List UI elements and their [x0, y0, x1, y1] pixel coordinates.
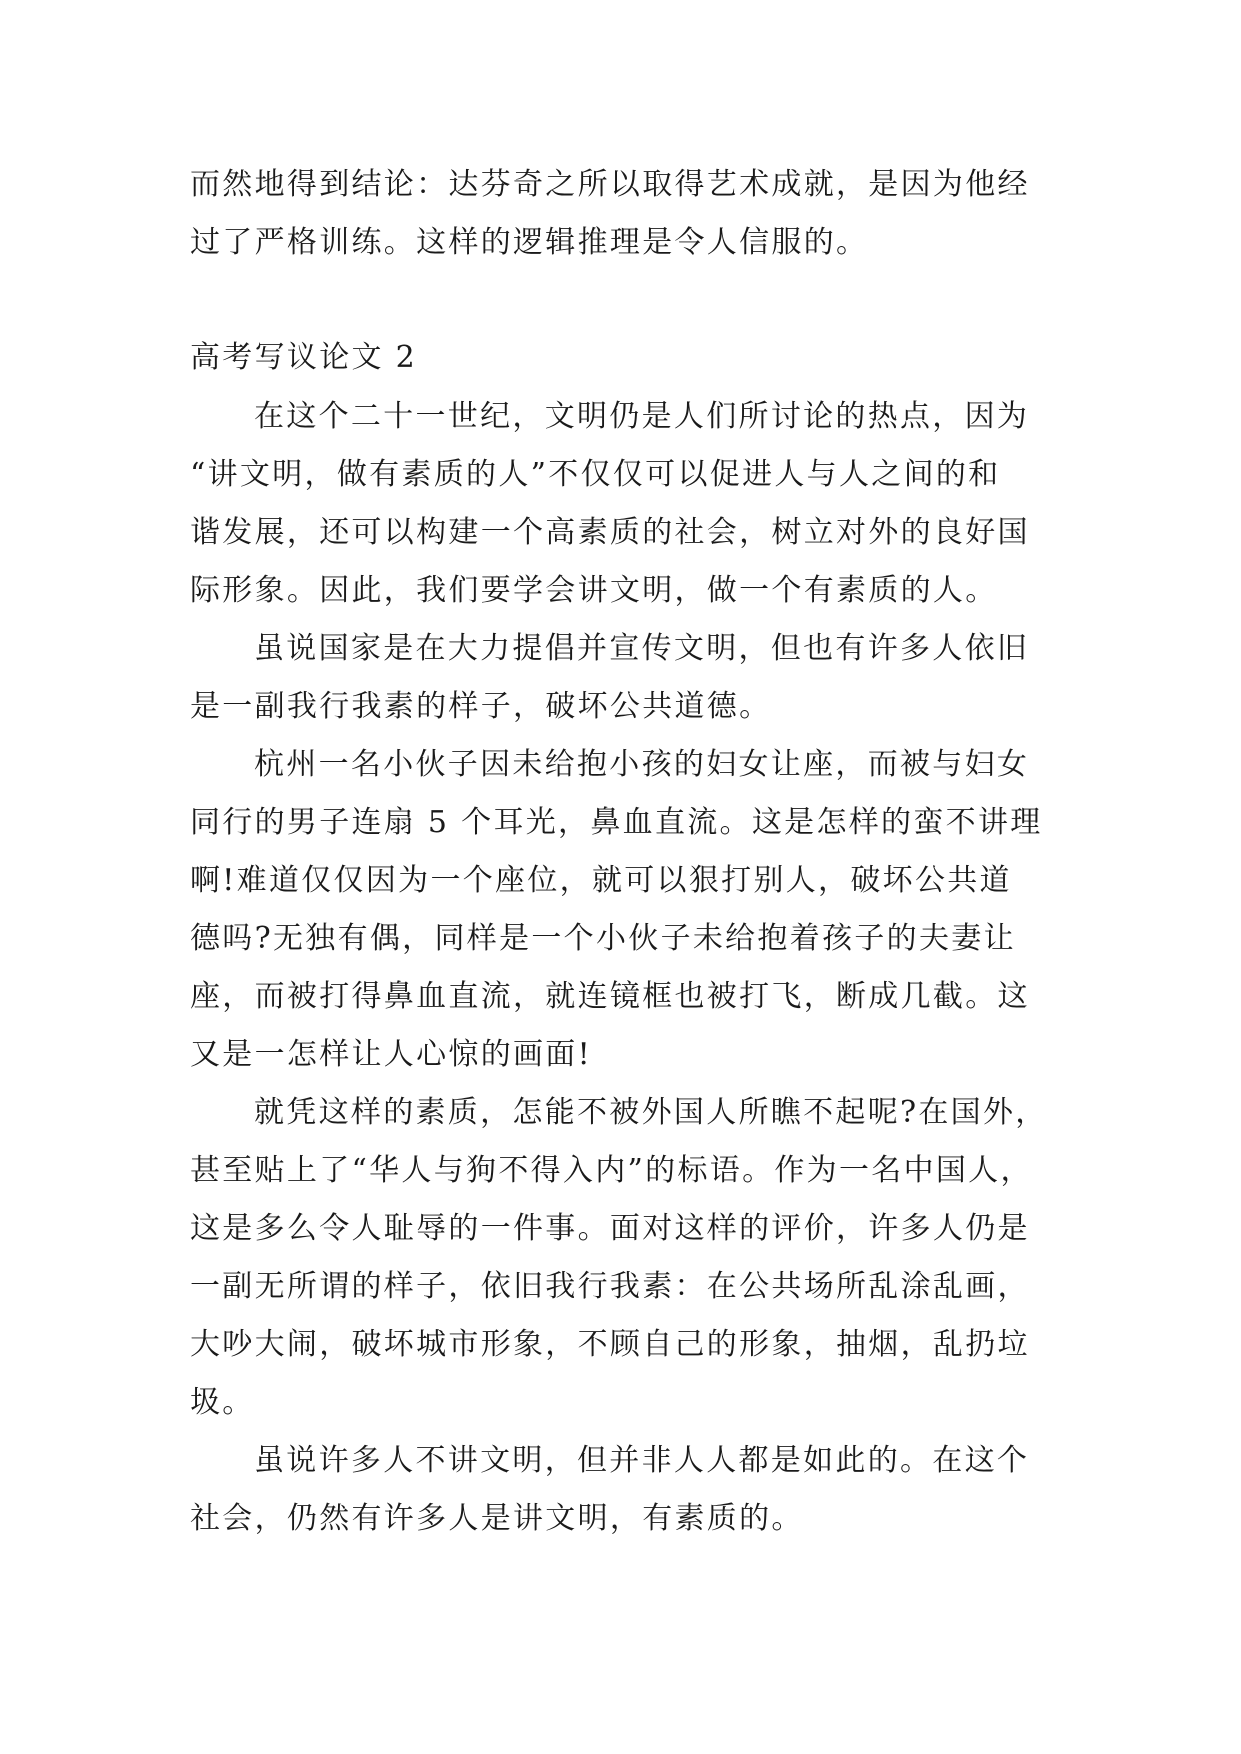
- paragraph-line: 就凭这样的素质，怎能不被外国人所瞧不起呢?在国外，: [254, 1095, 1048, 1130]
- paragraph-line: 社会，仍然有许多人是讲文明，有素质的。: [190, 1501, 804, 1536]
- paragraph-line: 同行的男子连扇 5 个耳光，鼻血直流。这是怎样的蛮不讲理: [190, 805, 1043, 840]
- paragraph-line: 际形象。因此，我们要学会讲文明，做一个有素质的人。: [190, 573, 998, 608]
- paragraph-line: “讲文明，做有素质的人”不仅仅可以促进人与人之间的和: [190, 457, 1001, 492]
- paragraph-line: 杭州一名小伙子因未给抱小孩的妇女让座，而被与妇女: [254, 747, 1030, 782]
- paragraph-line: 圾。: [190, 1385, 255, 1420]
- paragraph-line: 德吗?无独有偶，同样是一个小伙子未给抱着孩子的夫妻让: [190, 921, 1016, 956]
- paragraph-line: 一副无所谓的样子，依旧我行我素：在公共场所乱涂乱画，: [190, 1269, 1030, 1304]
- paragraph-line: 是一副我行我素的样子，破坏公共道德。: [190, 689, 772, 724]
- paragraph-line: 在这个二十一世纪，文明仍是人们所讨论的热点，因为: [254, 399, 1030, 434]
- paragraph-line: 大吵大闹，破坏城市形象，不顾自己的形象，抽烟，乱扔垃: [190, 1327, 1030, 1362]
- section-title: 高考写议论文 2: [190, 340, 418, 375]
- paragraph-line: 啊!难道仅仅因为一个座位，就可以狠打别人，破坏公共道: [190, 863, 1012, 898]
- paragraph-line: 虽说许多人不讲文明，但并非人人都是如此的。在这个: [254, 1443, 1030, 1478]
- paragraph-line: 座，而被打得鼻血直流，就连镜框也被打飞，断成几截。这: [190, 979, 1030, 1014]
- text-line: 而然地得到结论：达芬奇之所以取得艺术成就，是因为他经: [190, 167, 1030, 202]
- paragraph-line: 谐发展，还可以构建一个高素质的社会，树立对外的良好国: [190, 515, 1030, 550]
- paragraph-line: 甚至贴上了“华人与狗不得入内”的标语。作为一名中国人，: [190, 1153, 1033, 1188]
- text-line: 过了严格训练。这样的逻辑推理是令人信服的。: [190, 225, 869, 260]
- paragraph-line: 虽说国家是在大力提倡并宣传文明，但也有许多人依旧: [254, 631, 1030, 666]
- paragraph-line: 又是一怎样让人心惊的画面!: [190, 1037, 592, 1072]
- paragraph-line: 这是多么令人耻辱的一件事。面对这样的评价，许多人仍是: [190, 1211, 1030, 1246]
